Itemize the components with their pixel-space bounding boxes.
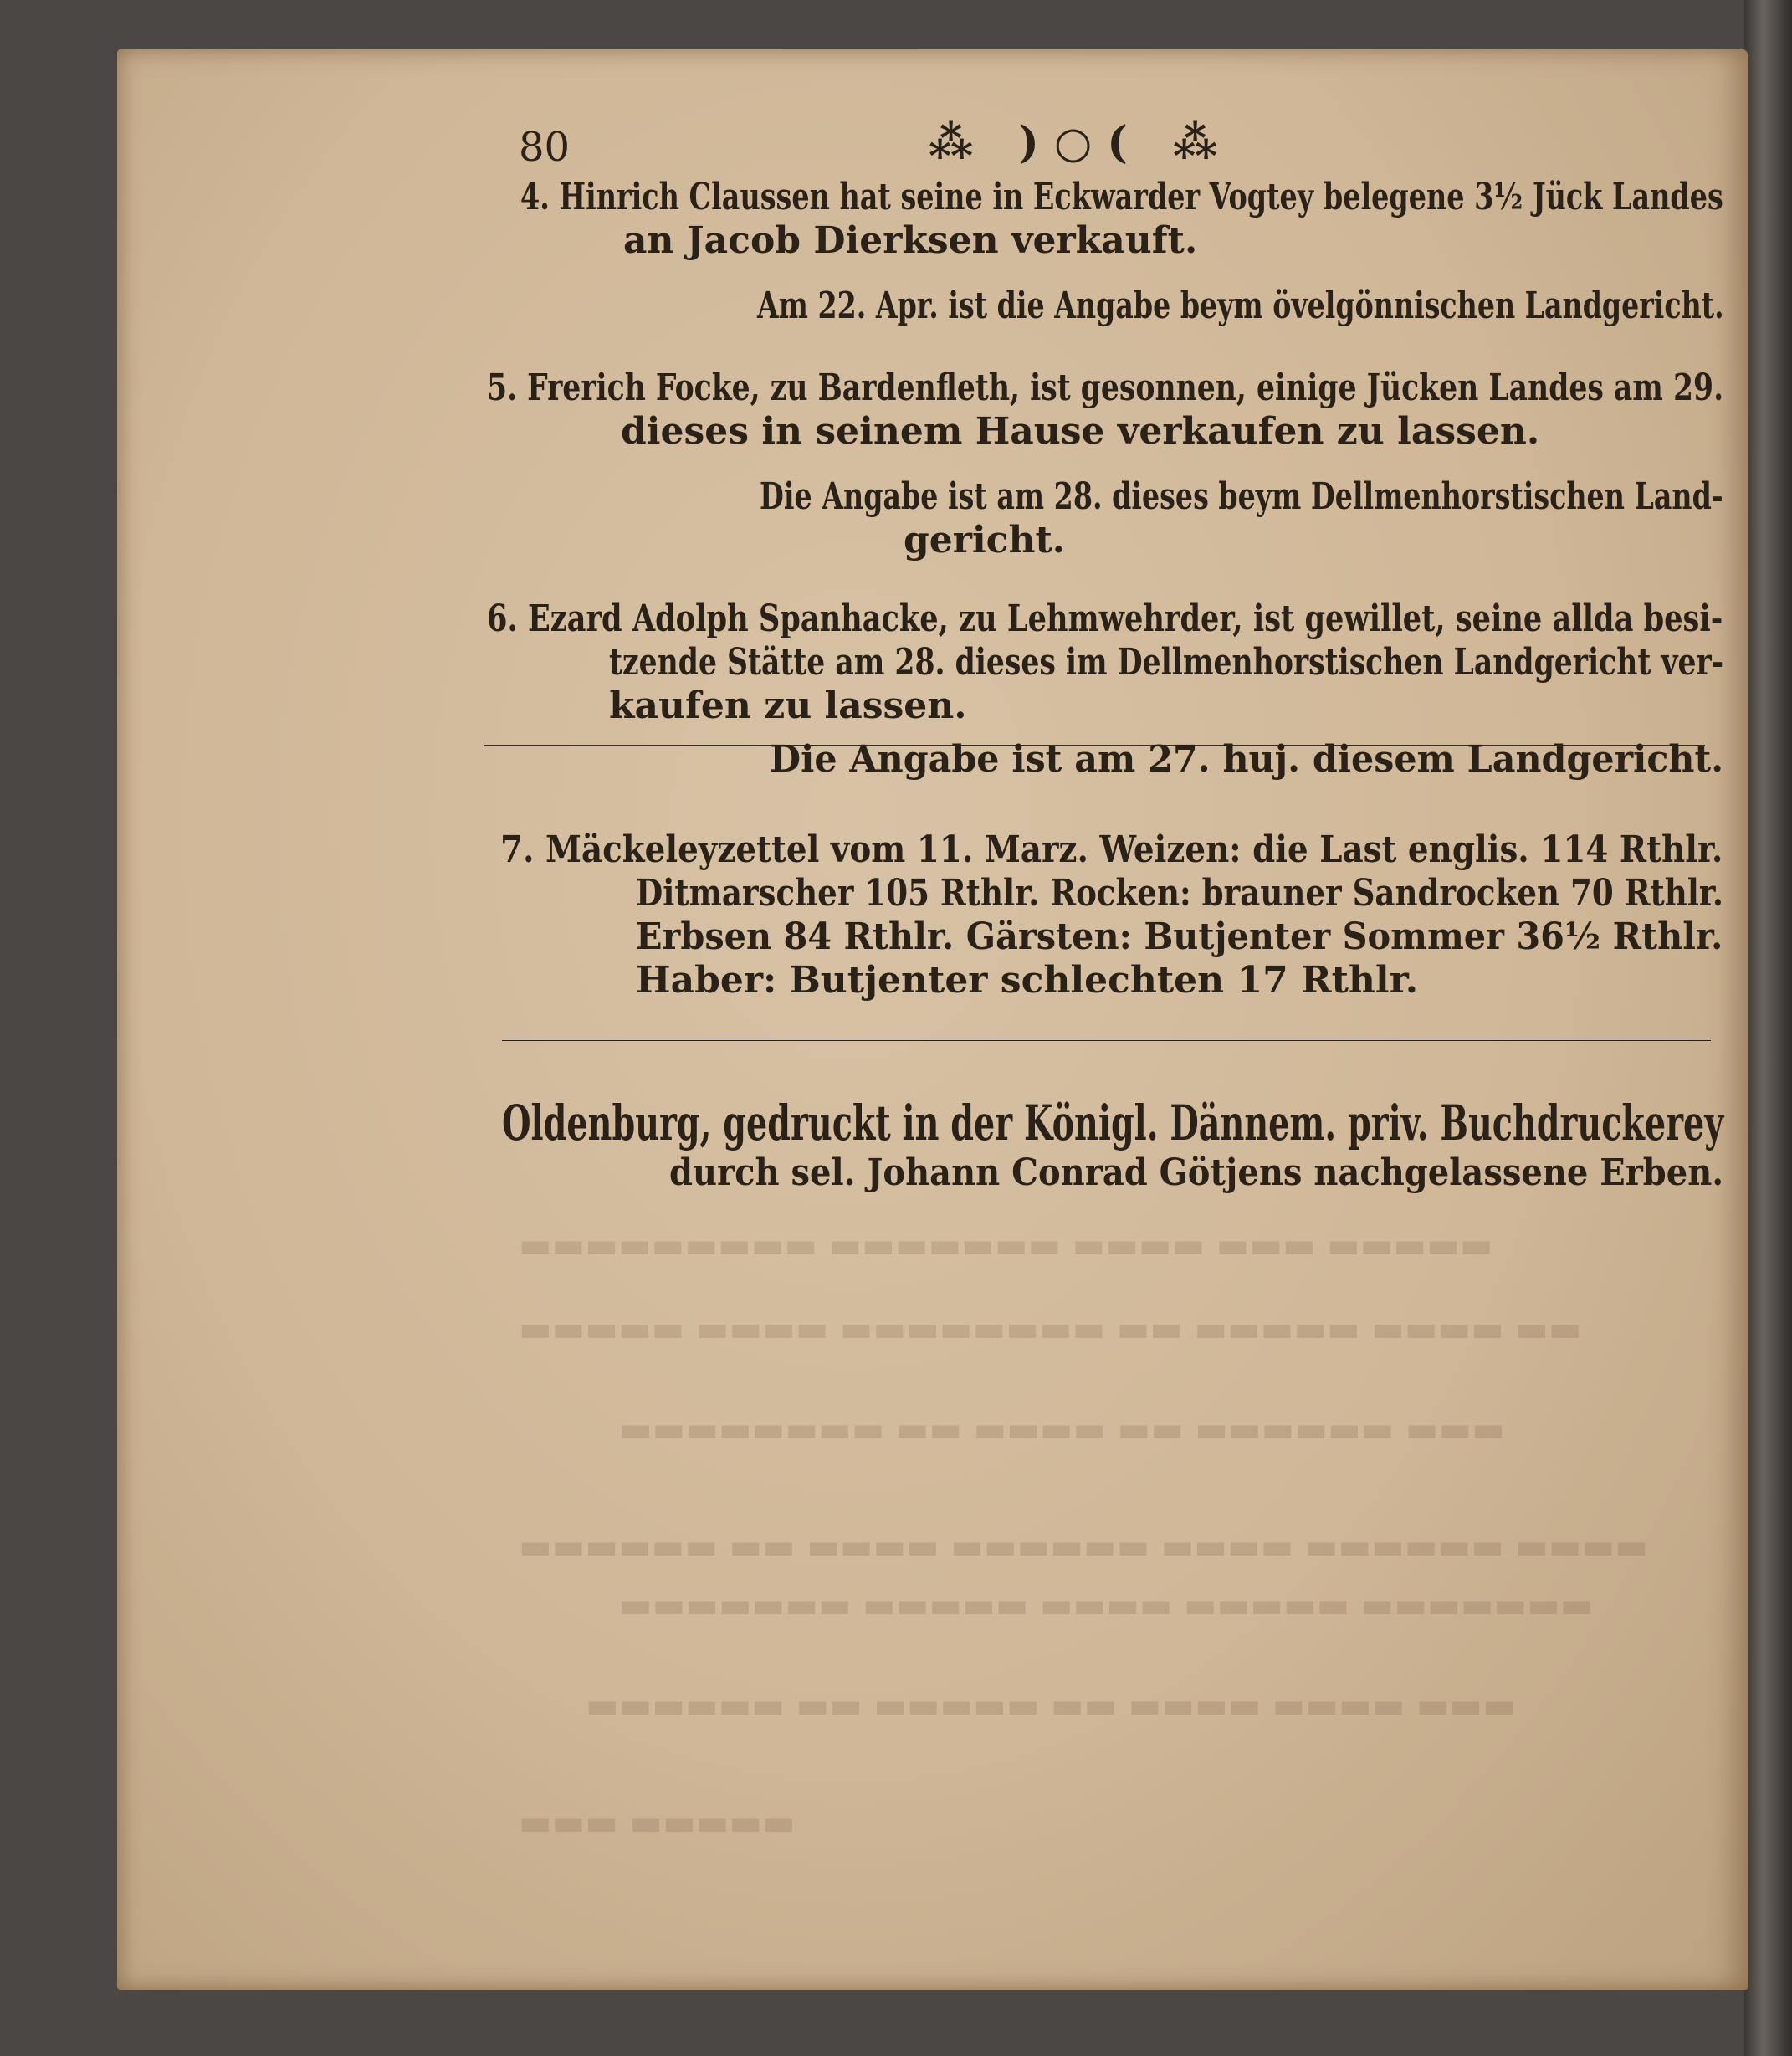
item-6-line-2: tzende Stätte am 28. dieses im Dellmenhorstischen Landgericht ver- [609,641,1724,684]
item-4-line-2: an Jacob Dierksen verkauft. [623,219,1198,262]
show-through-texture: ▬▬▬▬▬ ▬▬▬ [519,1802,796,1843]
page-number: 80 [519,124,571,171]
show-through-texture: ▬▬ ▬▬▬▬ ▬▬▬▬▬ ▬▬ ▬▬▬▬▬▬▬▬ ▬▬▬▬ ▬▬▬▬▬ [519,1308,1582,1349]
book-page [117,49,1748,1990]
imprint-line-2: durch sel. Johann Conrad Götjens nachgelassene Erben. [669,1151,1724,1194]
show-through-texture: ▬▬▬▬▬▬▬ ▬▬▬▬▬ ▬▬▬▬ ▬▬▬▬▬ ▬▬▬▬▬▬▬ [619,1584,1594,1625]
market-line-2: Ditmarscher 105 Rthlr. Rocken: brauner Sandrocken 70 Rthlr. [636,872,1723,915]
market-line-1: 7. Mäckeleyzettel vom 11. Marz. Weizen: die Last englis. 114 Rthlr. [500,828,1723,871]
market-line-3: Erbsen 84 Rthlr. Gärsten: Butjenter Sommer 36½ Rthlr. [636,915,1723,958]
item-4-line-1: 4. Hinrich Claussen hat seine in Eckwarder Vogtey belegene 3½ Jück Landes [520,176,1723,218]
item-6-note: Die Angabe ist am 27. huj. diesem Landgericht. [770,738,1724,781]
item-5-note-line-2: gericht. [904,519,1066,561]
show-through-texture: ▬▬▬ ▬▬▬▬ ▬▬▬▬ ▬▬ ▬▬▬▬▬ ▬▬ ▬▬▬▬▬▬ [586,1684,1516,1725]
item-6-line-1: 6. Ezard Adolph Spanhacke, zu Lehmwehrder, ist gewillet, seine allda besi- [487,597,1723,640]
item-6-line-3: kaufen zu lassen. [609,684,967,727]
market-line-4: Haber: Butjenter schlechten 17 Rthlr. [636,959,1419,1002]
imprint-divider [502,1038,1711,1044]
show-through-texture: ▬▬▬▬▬ ▬▬▬ ▬▬▬▬ ▬▬▬▬▬▬▬ ▬▬▬▬▬▬▬▬▬ [519,1224,1493,1265]
show-through-texture: ▬▬▬ ▬▬▬▬▬▬ ▬▬ ▬▬▬▬ ▬▬ ▬▬▬▬▬▬▬▬ [619,1408,1505,1449]
item-5-note-line-1: Die Angabe ist am 28. dieses beym Dellmenhorstischen Land- [760,475,1723,518]
item-4-note: Am 22. Apr. ist die Angabe beym övelgönnischen Landgericht. [757,285,1724,327]
header-ornament: ⁂ )○( ⁂ [929,117,1233,168]
item-5-line-2: dieses in seinem Hause verkaufen zu lassen. [621,410,1540,453]
book-spine [1744,0,1792,2056]
item-5-line-1: 5. Frerich Focke, zu Bardenfleth, ist gesonnen, einige Jücken Landes am 29. [487,367,1724,409]
imprint-line-1: Oldenburg, gedruckt in der Königl. Dännem. priv. Buchdruckerey [502,1095,1724,1151]
show-through-texture: ▬▬▬▬ ▬▬▬▬▬▬ ▬▬▬▬ ▬▬▬▬▬▬ ▬▬▬▬ ▬▬ ▬▬▬▬▬▬ [519,1525,1648,1566]
